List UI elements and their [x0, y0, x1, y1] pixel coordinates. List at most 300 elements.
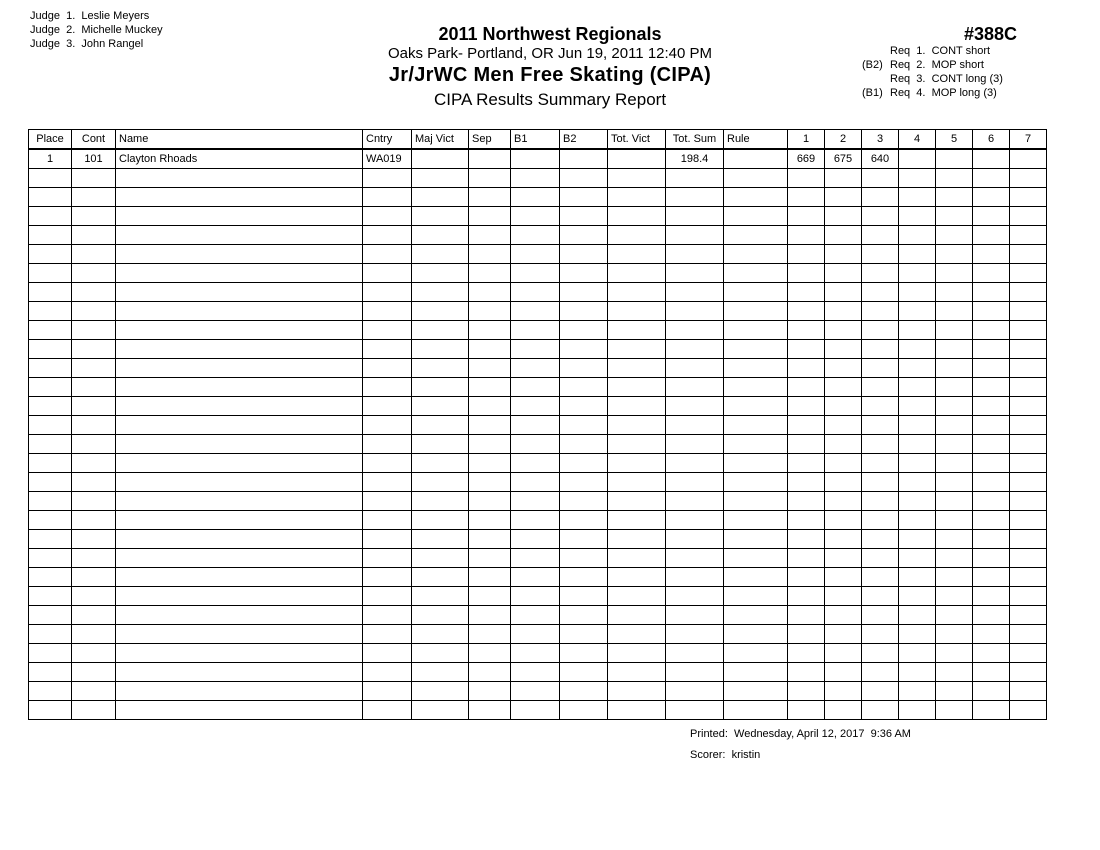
- table-cell: [412, 435, 469, 454]
- table-cell: [825, 454, 862, 473]
- table-cell: [469, 492, 511, 511]
- table-cell: [788, 549, 825, 568]
- table-cell: [666, 359, 724, 378]
- table-cell: [862, 359, 899, 378]
- table-cell: [116, 378, 363, 397]
- table-cell: [560, 625, 608, 644]
- table-cell: [666, 340, 724, 359]
- table-cell: [788, 397, 825, 416]
- table-cell: [469, 340, 511, 359]
- table-cell: [72, 530, 116, 549]
- table-cell: [666, 416, 724, 435]
- table-cell: [412, 149, 469, 169]
- table-cell: [511, 149, 560, 169]
- table-cell: [511, 169, 560, 188]
- table-cell: [511, 245, 560, 264]
- table-cell: [825, 264, 862, 283]
- table-cell: [72, 454, 116, 473]
- column-header: 6: [973, 130, 1010, 150]
- table-cell: 669: [788, 149, 825, 169]
- event-title: Jr/JrWC Men Free Skating (CIPA): [388, 64, 712, 86]
- table-cell: [72, 283, 116, 302]
- table-cell: [724, 245, 788, 264]
- column-header: Tot. Sum: [666, 130, 724, 150]
- table-cell: [608, 283, 666, 302]
- table-cell: [666, 169, 724, 188]
- table-cell: [788, 188, 825, 207]
- table-cell: [116, 549, 363, 568]
- table-cell: [936, 416, 973, 435]
- table-cell: [29, 302, 72, 321]
- table-row: [29, 568, 1047, 587]
- table-cell: [363, 302, 412, 321]
- table-cell: [560, 511, 608, 530]
- table-cell: [1010, 149, 1047, 169]
- table-cell: [862, 473, 899, 492]
- table-cell: [29, 511, 72, 530]
- table-row: [29, 473, 1047, 492]
- table-cell: [72, 188, 116, 207]
- table-cell: [666, 663, 724, 682]
- table-cell: [363, 663, 412, 682]
- column-header: Cont: [72, 130, 116, 150]
- table-cell: [1010, 207, 1047, 226]
- table-row: [29, 226, 1047, 245]
- table-row: [29, 283, 1047, 302]
- table-cell: [29, 245, 72, 264]
- table-cell: [1010, 682, 1047, 701]
- table-cell: [862, 321, 899, 340]
- table-cell: [825, 302, 862, 321]
- table-cell: [469, 245, 511, 264]
- column-header: B2: [560, 130, 608, 150]
- table-cell: [511, 644, 560, 663]
- table-cell: [973, 264, 1010, 283]
- table-cell: [788, 587, 825, 606]
- table-cell: [862, 549, 899, 568]
- table-cell: [116, 169, 363, 188]
- table-cell: [469, 587, 511, 606]
- table-cell: [724, 264, 788, 283]
- table-cell: [29, 549, 72, 568]
- table-row: [29, 302, 1047, 321]
- competition-title: 2011 Northwest Regionals: [438, 24, 662, 44]
- table-cell: [899, 682, 936, 701]
- results-table: [28, 129, 1047, 720]
- table-cell: [363, 340, 412, 359]
- table-cell: [608, 302, 666, 321]
- table-cell: [899, 359, 936, 378]
- table-cell: [560, 245, 608, 264]
- table-cell: [469, 149, 511, 169]
- table-cell: [973, 207, 1010, 226]
- table-cell: [724, 207, 788, 226]
- table-cell: [936, 663, 973, 682]
- table-cell: [936, 530, 973, 549]
- table-cell: [825, 644, 862, 663]
- table-cell: [1010, 283, 1047, 302]
- table-cell: [724, 378, 788, 397]
- table-cell: [412, 188, 469, 207]
- table-cell: [608, 644, 666, 663]
- table-cell: [973, 492, 1010, 511]
- table-cell: [116, 473, 363, 492]
- table-cell: [899, 549, 936, 568]
- table-cell: [511, 492, 560, 511]
- table-cell: [1010, 359, 1047, 378]
- table-cell: [973, 625, 1010, 644]
- table-cell: [666, 644, 724, 663]
- table-row: [29, 416, 1047, 435]
- table-cell: [608, 454, 666, 473]
- table-cell: [560, 188, 608, 207]
- table-cell: [899, 606, 936, 625]
- table-cell: [788, 302, 825, 321]
- table-cell: [788, 682, 825, 701]
- table-cell: [608, 378, 666, 397]
- table-cell: [29, 169, 72, 188]
- table-cell: [511, 587, 560, 606]
- table-cell: [1010, 264, 1047, 283]
- requirement-1: Req 1. CONT short: [890, 45, 991, 57]
- requirement-4: (B1) Req 4. MOP long (3): [862, 87, 997, 99]
- table-cell: [72, 492, 116, 511]
- table-cell: [412, 397, 469, 416]
- table-cell: [899, 169, 936, 188]
- table-cell: [899, 416, 936, 435]
- table-cell: [825, 435, 862, 454]
- table-cell: [412, 321, 469, 340]
- table-cell: [825, 549, 862, 568]
- table-cell: [862, 682, 899, 701]
- table-cell: [469, 530, 511, 549]
- table-cell: [363, 549, 412, 568]
- table-cell: [724, 149, 788, 169]
- table-cell: [666, 625, 724, 644]
- table-cell: [72, 378, 116, 397]
- table-cell: [116, 644, 363, 663]
- table-cell: [608, 397, 666, 416]
- table-cell: [560, 340, 608, 359]
- table-cell: [899, 511, 936, 530]
- table-cell: [936, 149, 973, 169]
- table-cell: [29, 226, 72, 245]
- table-cell: [412, 473, 469, 492]
- table-cell: [608, 169, 666, 188]
- table-cell: [973, 530, 1010, 549]
- table-cell: [511, 207, 560, 226]
- table-cell: [511, 397, 560, 416]
- table-cell: [899, 149, 936, 169]
- table-cell: [724, 397, 788, 416]
- table-cell: [973, 454, 1010, 473]
- table-cell: [511, 682, 560, 701]
- table-cell: [469, 378, 511, 397]
- table-cell: [511, 606, 560, 625]
- table-cell: [363, 359, 412, 378]
- table-cell: [363, 321, 412, 340]
- table-cell: [511, 454, 560, 473]
- table-cell: [469, 283, 511, 302]
- table-cell: [666, 549, 724, 568]
- table-cell: [116, 397, 363, 416]
- table-cell: [363, 397, 412, 416]
- table-cell: [724, 416, 788, 435]
- table-cell: [363, 416, 412, 435]
- table-row: [29, 682, 1047, 701]
- table-cell: [412, 454, 469, 473]
- table-cell: [1010, 169, 1047, 188]
- table-cell: [724, 568, 788, 587]
- table-cell: [363, 644, 412, 663]
- table-cell: [1010, 245, 1047, 264]
- table-cell: [724, 701, 788, 720]
- table-cell: [1010, 340, 1047, 359]
- table-cell: [116, 416, 363, 435]
- column-header: 2: [825, 130, 862, 150]
- table-cell: [29, 701, 72, 720]
- table-cell: [825, 663, 862, 682]
- table-cell: [899, 644, 936, 663]
- table-cell: [363, 207, 412, 226]
- table-cell: [788, 644, 825, 663]
- column-header: 3: [862, 130, 899, 150]
- table-cell: [608, 435, 666, 454]
- table-cell: [363, 625, 412, 644]
- requirements-list: [862, 44, 1003, 100]
- column-header: 4: [899, 130, 936, 150]
- table-cell: [862, 397, 899, 416]
- table-cell: [560, 169, 608, 188]
- table-cell: [511, 530, 560, 549]
- table-cell: [724, 511, 788, 530]
- table-cell: [72, 245, 116, 264]
- table-cell: [862, 625, 899, 644]
- table-cell: [412, 549, 469, 568]
- judges-list: [30, 9, 163, 51]
- table-row: [29, 511, 1047, 530]
- table-cell: [825, 169, 862, 188]
- table-cell: [788, 663, 825, 682]
- table-cell: [899, 188, 936, 207]
- table-cell: [936, 397, 973, 416]
- table-cell: [469, 606, 511, 625]
- table-cell: [899, 663, 936, 682]
- table-cell: [608, 416, 666, 435]
- table-cell: [29, 663, 72, 682]
- table-cell: [973, 644, 1010, 663]
- table-cell: [560, 264, 608, 283]
- table-cell: [899, 321, 936, 340]
- column-header: Sep: [469, 130, 511, 150]
- table-cell: [936, 492, 973, 511]
- table-cell: [788, 264, 825, 283]
- table-cell: [788, 568, 825, 587]
- table-cell: [560, 226, 608, 245]
- table-cell: [608, 245, 666, 264]
- table-cell: [116, 207, 363, 226]
- table-cell: [724, 682, 788, 701]
- table-cell: [469, 549, 511, 568]
- table-cell: [825, 587, 862, 606]
- table-row: [29, 340, 1047, 359]
- table-cell: [363, 283, 412, 302]
- table-cell: [116, 245, 363, 264]
- table-cell: [862, 454, 899, 473]
- table-cell: [72, 397, 116, 416]
- table-row: [29, 454, 1047, 473]
- table-cell: [608, 682, 666, 701]
- table-cell: [788, 492, 825, 511]
- scorer: Scorer: kristin: [690, 749, 761, 761]
- table-cell: [412, 245, 469, 264]
- table-cell: [511, 378, 560, 397]
- table-cell: [788, 416, 825, 435]
- table-cell: [363, 264, 412, 283]
- table-cell: [973, 169, 1010, 188]
- table-cell: [72, 568, 116, 587]
- table-cell: [560, 378, 608, 397]
- table-cell: [116, 568, 363, 587]
- table-cell: [788, 226, 825, 245]
- table-cell: [469, 321, 511, 340]
- table-cell: [788, 283, 825, 302]
- table-cell: [608, 188, 666, 207]
- table-cell: [862, 568, 899, 587]
- table-cell: [788, 340, 825, 359]
- table-cell: [1010, 568, 1047, 587]
- table-cell: [72, 207, 116, 226]
- table-cell: [862, 188, 899, 207]
- table-row: [29, 492, 1047, 511]
- table-cell: [973, 397, 1010, 416]
- table-cell: [72, 416, 116, 435]
- table-cell: [899, 397, 936, 416]
- table-cell: 640: [862, 149, 899, 169]
- table-cell: [560, 283, 608, 302]
- table-cell: [608, 321, 666, 340]
- table-cell: [936, 321, 973, 340]
- table-cell: [724, 587, 788, 606]
- table-cell: [899, 492, 936, 511]
- table-cell: [936, 473, 973, 492]
- table-cell: [608, 587, 666, 606]
- table-cell: [862, 663, 899, 682]
- table-cell: [825, 568, 862, 587]
- table-cell: [862, 511, 899, 530]
- table-cell: [862, 587, 899, 606]
- table-cell: [412, 682, 469, 701]
- column-header: Tot. Vict: [608, 130, 666, 150]
- table-cell: [29, 188, 72, 207]
- table-cell: [936, 378, 973, 397]
- table-cell: [608, 149, 666, 169]
- table-cell: [1010, 188, 1047, 207]
- table-cell: [788, 625, 825, 644]
- table-cell: [116, 663, 363, 682]
- table-cell: 675: [825, 149, 862, 169]
- table-cell: [469, 188, 511, 207]
- table-cell: [511, 625, 560, 644]
- table-cell: [469, 682, 511, 701]
- table-cell: [973, 549, 1010, 568]
- table-cell: [412, 625, 469, 644]
- table-cell: [72, 321, 116, 340]
- table-row: [29, 264, 1047, 283]
- table-cell: [116, 435, 363, 454]
- table-cell: 101: [72, 149, 116, 169]
- table-cell: [724, 188, 788, 207]
- table-cell: [412, 283, 469, 302]
- table-cell: [412, 663, 469, 682]
- table-cell: [825, 682, 862, 701]
- table-cell: [936, 302, 973, 321]
- table-cell: [899, 226, 936, 245]
- table-cell: [825, 473, 862, 492]
- table-cell: [666, 264, 724, 283]
- table-cell: [560, 149, 608, 169]
- table-cell: [560, 321, 608, 340]
- table-cell: [973, 245, 1010, 264]
- table-cell: [936, 568, 973, 587]
- table-cell: [363, 530, 412, 549]
- table-cell: [511, 283, 560, 302]
- table-cell: [116, 283, 363, 302]
- table-cell: [29, 264, 72, 283]
- table-cell: [724, 321, 788, 340]
- table-cell: [724, 302, 788, 321]
- table-row: [29, 321, 1047, 340]
- table-cell: [825, 530, 862, 549]
- table-cell: [363, 587, 412, 606]
- table-cell: [72, 701, 116, 720]
- table-row: [29, 359, 1047, 378]
- table-cell: [72, 587, 116, 606]
- table-cell: [788, 435, 825, 454]
- location-date: Oaks Park- Portland, OR Jun 19, 2011 12:40 PM: [387, 45, 713, 62]
- table-cell: [899, 625, 936, 644]
- table-cell: [363, 435, 412, 454]
- table-cell: WA019: [363, 149, 412, 169]
- table-cell: [608, 264, 666, 283]
- table-cell: [936, 625, 973, 644]
- table-cell: [72, 435, 116, 454]
- table-cell: [899, 264, 936, 283]
- table-cell: [116, 264, 363, 283]
- requirement-2: (B2) Req 2. MOP short: [862, 59, 984, 71]
- table-cell: [29, 321, 72, 340]
- table-cell: [412, 302, 469, 321]
- table-cell: [724, 169, 788, 188]
- table-cell: [973, 188, 1010, 207]
- table-cell: [608, 625, 666, 644]
- table-cell: [72, 473, 116, 492]
- table-cell: [825, 226, 862, 245]
- table-cell: [788, 207, 825, 226]
- table-cell: [511, 416, 560, 435]
- table-cell: [666, 321, 724, 340]
- table-cell: [666, 606, 724, 625]
- table-cell: [1010, 587, 1047, 606]
- table-cell: [72, 169, 116, 188]
- table-cell: [363, 245, 412, 264]
- judge-2: Judge 2. Michelle Muckey: [30, 24, 163, 36]
- table-cell: [469, 625, 511, 644]
- table-cell: [560, 587, 608, 606]
- table-cell: [825, 701, 862, 720]
- event-number: #388C: [964, 24, 1018, 44]
- table-cell: [511, 663, 560, 682]
